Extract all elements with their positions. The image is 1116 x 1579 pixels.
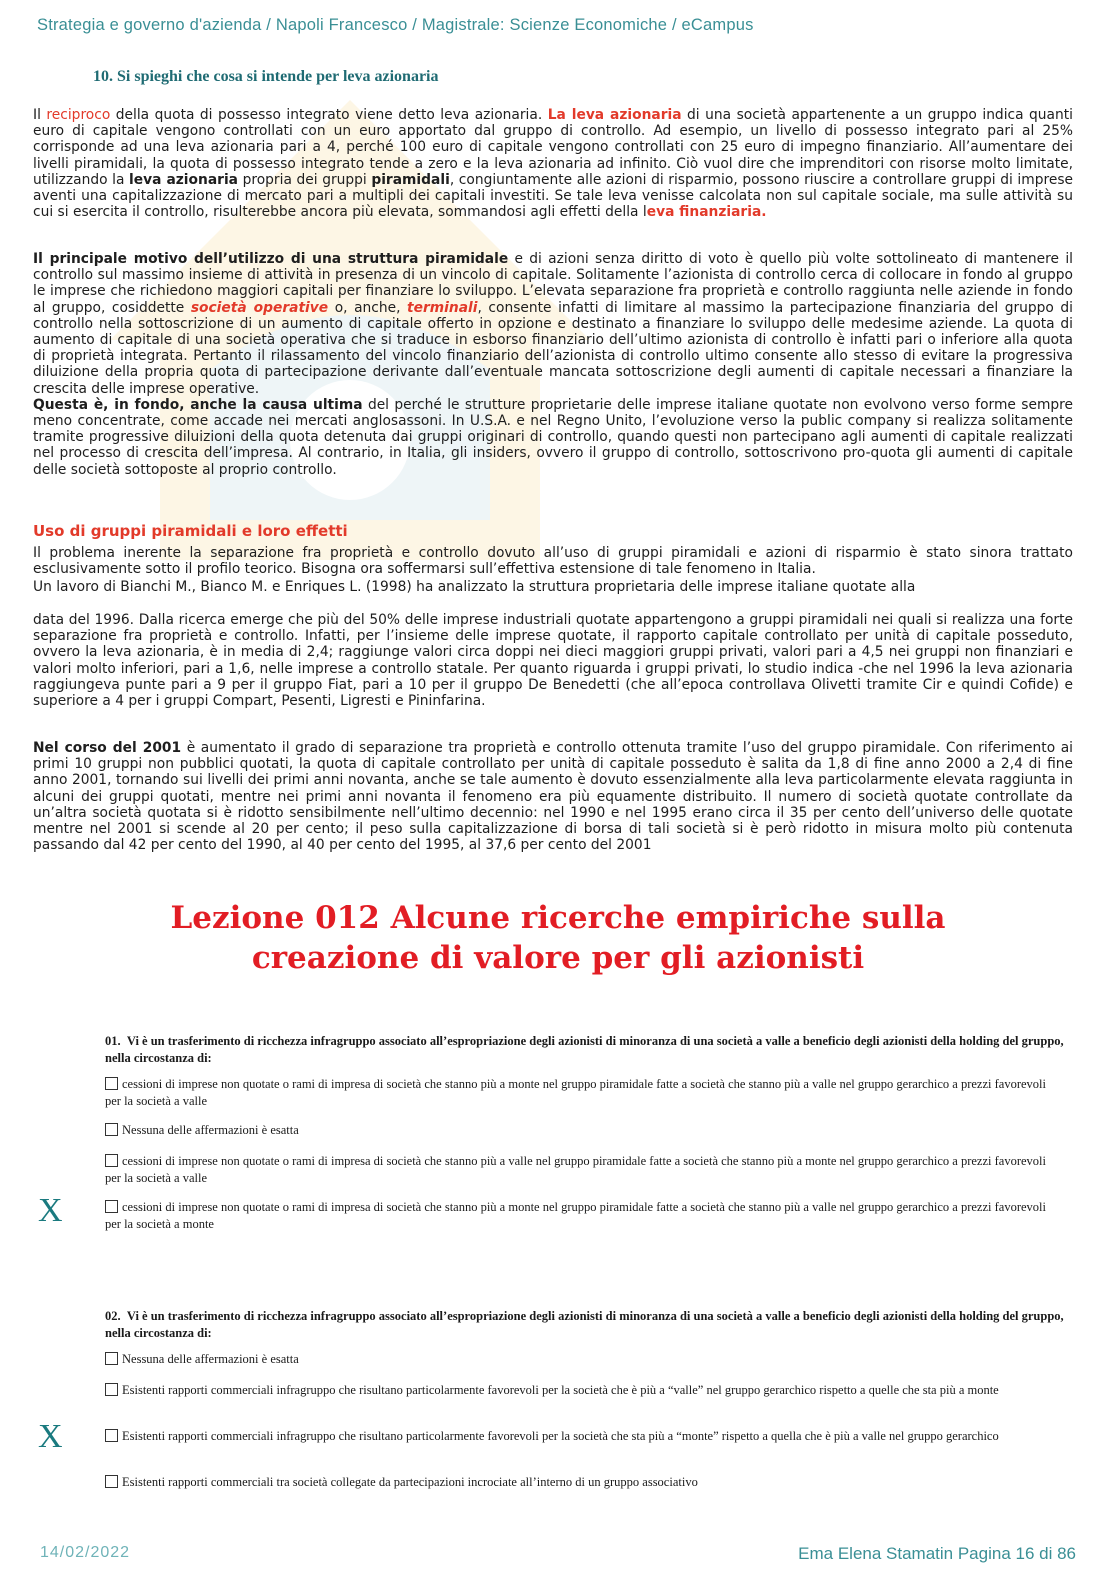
- quiz-01-option-4[interactable]: cessioni di imprese non quotate o rami di impresa di società che stanno più a monte nel gruppo piramidale fatte a società che stanno più a valle nel gruppo gerarchico a prezzi favorevoli per la società a monte: [105, 1200, 1046, 1231]
- checkbox[interactable]: [105, 1123, 118, 1136]
- quiz-01-option-2[interactable]: Nessuna delle affermazioni è esatta: [105, 1122, 1060, 1139]
- checkbox[interactable]: [105, 1200, 118, 1213]
- quiz-02-option-1[interactable]: Nessuna delle affermazioni è esatta: [105, 1351, 1060, 1368]
- paragraph-ricerca-1996: data del 1996. Dalla ricerca emerge che più del 50% delle imprese industriali quotate appartengono a gruppi piramidali nei quali si realizza una forte separazione fra proprietà e controllo. Infatti, per l’insieme delle imprese quotate, il rapporto capitale controllato per unità di capitale posseduto, ovvero la leva azionaria, è in media di 2,4; raggiunge valori circa doppi nei dieci maggiori gruppi privati, valori pari a 4,5 nei gruppi non finanziari e valori molto inferiori, pari a 1,6, nelle imprese a controllo statale. Per quanto riguarda i gruppi privati, lo studio indica -che nel 1996 la leva azionaria raggiungeva punte pari a 9 per il gruppo Fiat, pari a 10 per il gruppo De Benedetti (che all’epoca controllava Olivetti tramite Cir e quindi Cofide) e superiore a 4 per i gruppi Compart, Pesenti, Ligresti e Pininfarina.: [33, 612, 1073, 710]
- quiz-02-option-4[interactable]: Esistenti rapporti commerciali tra società collegate da partecipazioni incrociate all’interno di un gruppo associativo: [105, 1474, 1060, 1491]
- correct-answer-mark: X: [38, 1418, 63, 1455]
- checkbox[interactable]: [105, 1383, 118, 1396]
- paragraph-problema: Il problema inerente la separazione fra proprietà e controllo dovuto all’uso di gruppi piramidali e azioni di risparmio è stato sinora trattato esclusivamente sotto il profilo teorico. Bisogna ora soffermarsi sull’effettiva estensione di tale fenomeno in Italia. Un lavoro di Bianchi M., Bianco M. e Enriques L. (1998) ha analizzato la struttura proprietaria delle imprese italiane quotate alla: [33, 545, 1073, 596]
- paragraph-struttura-piramidale: Il principale motivo dell’utilizzo di una struttura piramidale e di azioni senza diritto di voto è quello più volte sottolineato di mantenere il controllo sul massimo insieme di attività in presenza di un vincolo di capitale. Solitamente l’azionista di controllo cerca di collocare in fondo al gruppo le imprese che richiedono maggiori capitali per finanziare lo sviluppo. L’elevata separazione fra proprietà e controllo raggiunta nelle aziende in fondo al gruppo, cosiddette società operative o, anche, terminali, consente infatti di limitare al massimo la partecipazione finanziaria del gruppo di controllo nella sottoscrizione di un aumento di capitale offerto in opzione e destinato a finanziare lo sviluppo delle medesime aziende. La quota di aumento di capitale di una società operativa che si traduce in esborso finanziario dell’ultimo azionista di controllo è infatti pari o inferiore alla quota di proprietà integrata. Pertanto il rilassamento del vincolo finanziario dell’azionista di controllo ultimo consente allo stesso di evitare la progressiva diluizione della propria quota di partecipazione derivante dall’eventuale mancata sottoscrizione degli aumenti di capitale necessari a finanziare la crescita delle imprese operative. Questa è, in fondo, anche la causa ultima del perché le strutture proprietarie delle imprese italiane quotate non evolvono verso forme sempre meno concentrate, come accade nei mercati anglosassoni. In U.S.A. e nel Regno Unito, l’evoluzione verso la public company si realizza solitamente tramite progressive diluizioni della quota detenuta dai gruppi originari di controllo, quando questi non partecipano agli aumenti di capitale realizzati nel processo di crescita dell’impresa. Al contrario, in Italia, gli insiders, ovvero il gruppo di controllo, sottoscrivono pro-quota gli aumenti di capitale delle società sottoposte al proprio controllo.: [33, 251, 1074, 478]
- section-title: Uso di gruppi piramidali e loro effetti: [33, 522, 348, 540]
- checkbox[interactable]: [105, 1429, 118, 1442]
- checkbox[interactable]: [105, 1154, 118, 1167]
- quiz-01-option-3[interactable]: cessioni di imprese non quotate o rami di impresa di società che stanno più a valle nel gruppo piramidale fatte a società che stanno più a monte nel gruppo gerarchico a prezzi favorevoli per la società a valle: [105, 1154, 1046, 1185]
- correct-answer-mark: X: [38, 1192, 63, 1229]
- paragraph-2001: Nel corso del 2001 è aumentato il grado di separazione tra proprietà e controllo ottenuta tramite l’uso del gruppo piramidale. Con riferimento ai primi 10 gruppi non pubblici quotati, la quota di capitale controllato per unità di capitale posseduto è salita da 1,8 di fine anno 2000 a 2,4 di fine anno 2001, tornando sui livelli dei primi anni novanta, anche se tale aumento è dovuto essenzialmente alla leva particolarmente elevata raggiunta in alcuni dei gruppi quotati, mentre nei primi anni novanta il fenomeno era più equamente distribuito. Il numero di società quotate controllate da un’altra società quotata si è ridotto sensibilmente nell’ultimo decennio: nel 1990 e nel 1995 erano circa il 35 per cento dell’universo delle quotate mentre nel 2001 si scende al 20 per cento; il peso sulla capitalizzazione di borsa di tali società si è però ridotto in misura molto più contenuta passando dal 42 per cento del 1990, al 40 per cento del 1995, al 37,6 per cento del 2001: [33, 740, 1073, 854]
- checkbox[interactable]: [105, 1475, 118, 1488]
- quiz-question-02: 02. Vi è un trasferimento di ricchezza infragruppo associato all’espropriazione degli azionisti di minoranza di una società a valle a beneficio degli azionisti della holding del gruppo, nella circostanza di:: [105, 1309, 1064, 1340]
- quiz-02-option-2[interactable]: Esistenti rapporti commerciali infragruppo che risultano particolarmente favorevoli per la società che è più a “valle” nel gruppo gerarchico rispetto a quelle che sta più a monte: [105, 1382, 1060, 1399]
- page-header: Strategia e governo d'azienda / Napoli Francesco / Magistrale: Scienze Economiche / eCampus: [37, 16, 754, 34]
- quiz-question-01: 01. Vi è un trasferimento di ricchezza infragruppo associato all’espropriazione degli azionisti di minoranza di una società a valle a beneficio degli azionisti della holding del gruppo, nella circostanza di:: [105, 1034, 1064, 1065]
- footer-date: 14/02/2022: [40, 1544, 131, 1561]
- quiz-01-option-1[interactable]: cessioni di imprese non quotate o rami di impresa di società che stanno più a monte nel gruppo piramidale fatte a società che stanno più a valle nel gruppo gerarchico a prezzi favorevoli per la società a valle: [105, 1077, 1046, 1108]
- lesson-title: Lezione 012 Alcune ricerche empiriche sulla creazione di valore per gli azionisti: [170, 900, 946, 976]
- question-title: 10. Si spieghi che cosa si intende per leva azionaria: [93, 68, 439, 85]
- footer-page-info: Ema Elena Stamatin Pagina 16 di 86: [798, 1544, 1076, 1563]
- paragraph-leva-azionaria: Il reciproco della quota di possesso integrato viene detto leva azionaria. La leva azionaria di una società appartenente a un gruppo indica quanti euro di capitale vengono controllati con un euro apportato dal gruppo di controllo. Ad esempio, un livello di possesso integrato pari al 25% corrisponde ad una leva azionaria pari a 4, perché 100 euro di capitale vengono controllati con 25 euro di impegno finanziario. All’aumentare dei livelli piramidali, la quota di possesso integrato tende a zero e la leva azionaria ad infinito. Ciò vuol dire che imprenditori con risorse molto limitate, utilizzando la leva azionaria propria dei gruppi piramidali, congiuntamente alle azioni di risparmio, possono riuscire a controllare gruppi di imprese aventi una capitalizzazione di mercato pari a multipli dei capitali investiti. Se tale leva venisse calcolata non sul capitale sociale, ma sulle attività su cui si esercita il controllo, risulterebbe ancora più elevata, sommandosi agli effetti della leva finanziaria.: [33, 107, 1073, 221]
- checkbox[interactable]: [105, 1077, 118, 1090]
- quiz-02-option-3[interactable]: Esistenti rapporti commerciali infragruppo che risultano particolarmente favorevoli per la società che sta più a “monte” rispetto a quella che è più a valle nel gruppo gerarchico: [105, 1428, 1060, 1445]
- checkbox[interactable]: [105, 1352, 118, 1365]
